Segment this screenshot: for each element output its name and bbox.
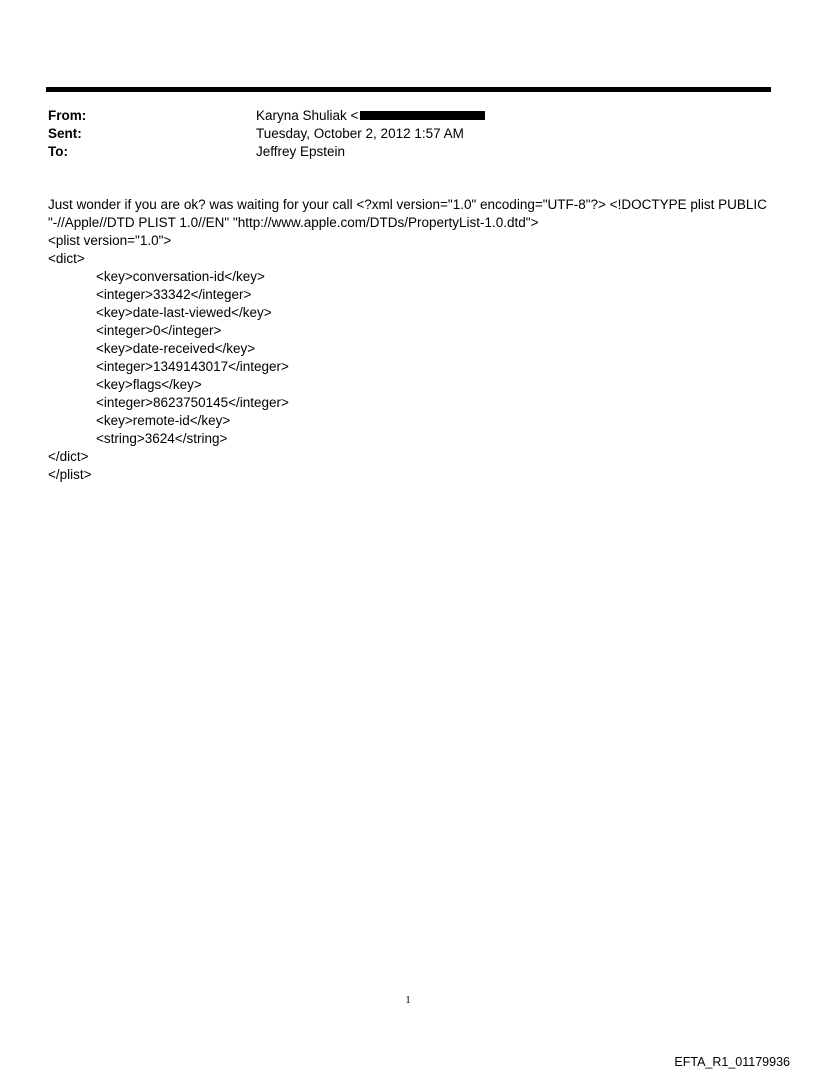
plist-entry: <integer>0</integer> [96, 323, 222, 338]
from-value [256, 107, 768, 125]
from-row [48, 107, 768, 125]
email-header [48, 107, 768, 161]
page-number: 1 [405, 994, 411, 1006]
header-divider [46, 87, 771, 92]
redaction-bar [360, 111, 485, 120]
plist-entry: <key>date-received</key> [96, 341, 256, 356]
sent-value: Tuesday, October 2, 2012 1:57 AM [256, 126, 464, 141]
from-sender: Karyna Shuliak < [256, 108, 359, 123]
to-row [48, 143, 768, 161]
sent-label: Sent: [48, 126, 82, 141]
sent-row [48, 125, 768, 143]
plist-close-tag: </plist> [48, 467, 92, 482]
from-label: From: [48, 108, 87, 123]
body-intro: Just wonder if you are ok? was waiting for your call <?xml version="1.0" encoding="UTF-8"?> <!DOCTYPE plist PUBLIC "-//Apple//DTD PLIST 1.0//EN" "http://www.apple.com/DTDs/PropertyList-1.0.dtd"> [48, 197, 767, 230]
plist-entry: <integer>33342</integer> [96, 287, 252, 302]
dict-close-tag: </dict> [48, 449, 89, 464]
plist-entry: <key>remote-id</key> [96, 413, 231, 428]
to-value: Jeffrey Epstein [256, 144, 346, 159]
to-label: To: [48, 144, 68, 159]
plist-entry: <key>conversation-id</key> [96, 269, 265, 284]
plist-entry: <string>3624</string> [96, 431, 228, 446]
email-body [48, 196, 778, 484]
plist-entry: <key>flags</key> [96, 377, 202, 392]
plist-open-tag: <plist version="1.0"> [48, 233, 172, 248]
dict-open-tag: <dict> [48, 251, 85, 266]
document-id: EFTA_R1_01179936 [674, 1055, 790, 1069]
plist-entry: <key>date-last-viewed</key> [96, 305, 272, 320]
plist-entry: <integer>1349143017</integer> [96, 359, 289, 374]
plist-entry: <integer>8623750145</integer> [96, 395, 289, 410]
